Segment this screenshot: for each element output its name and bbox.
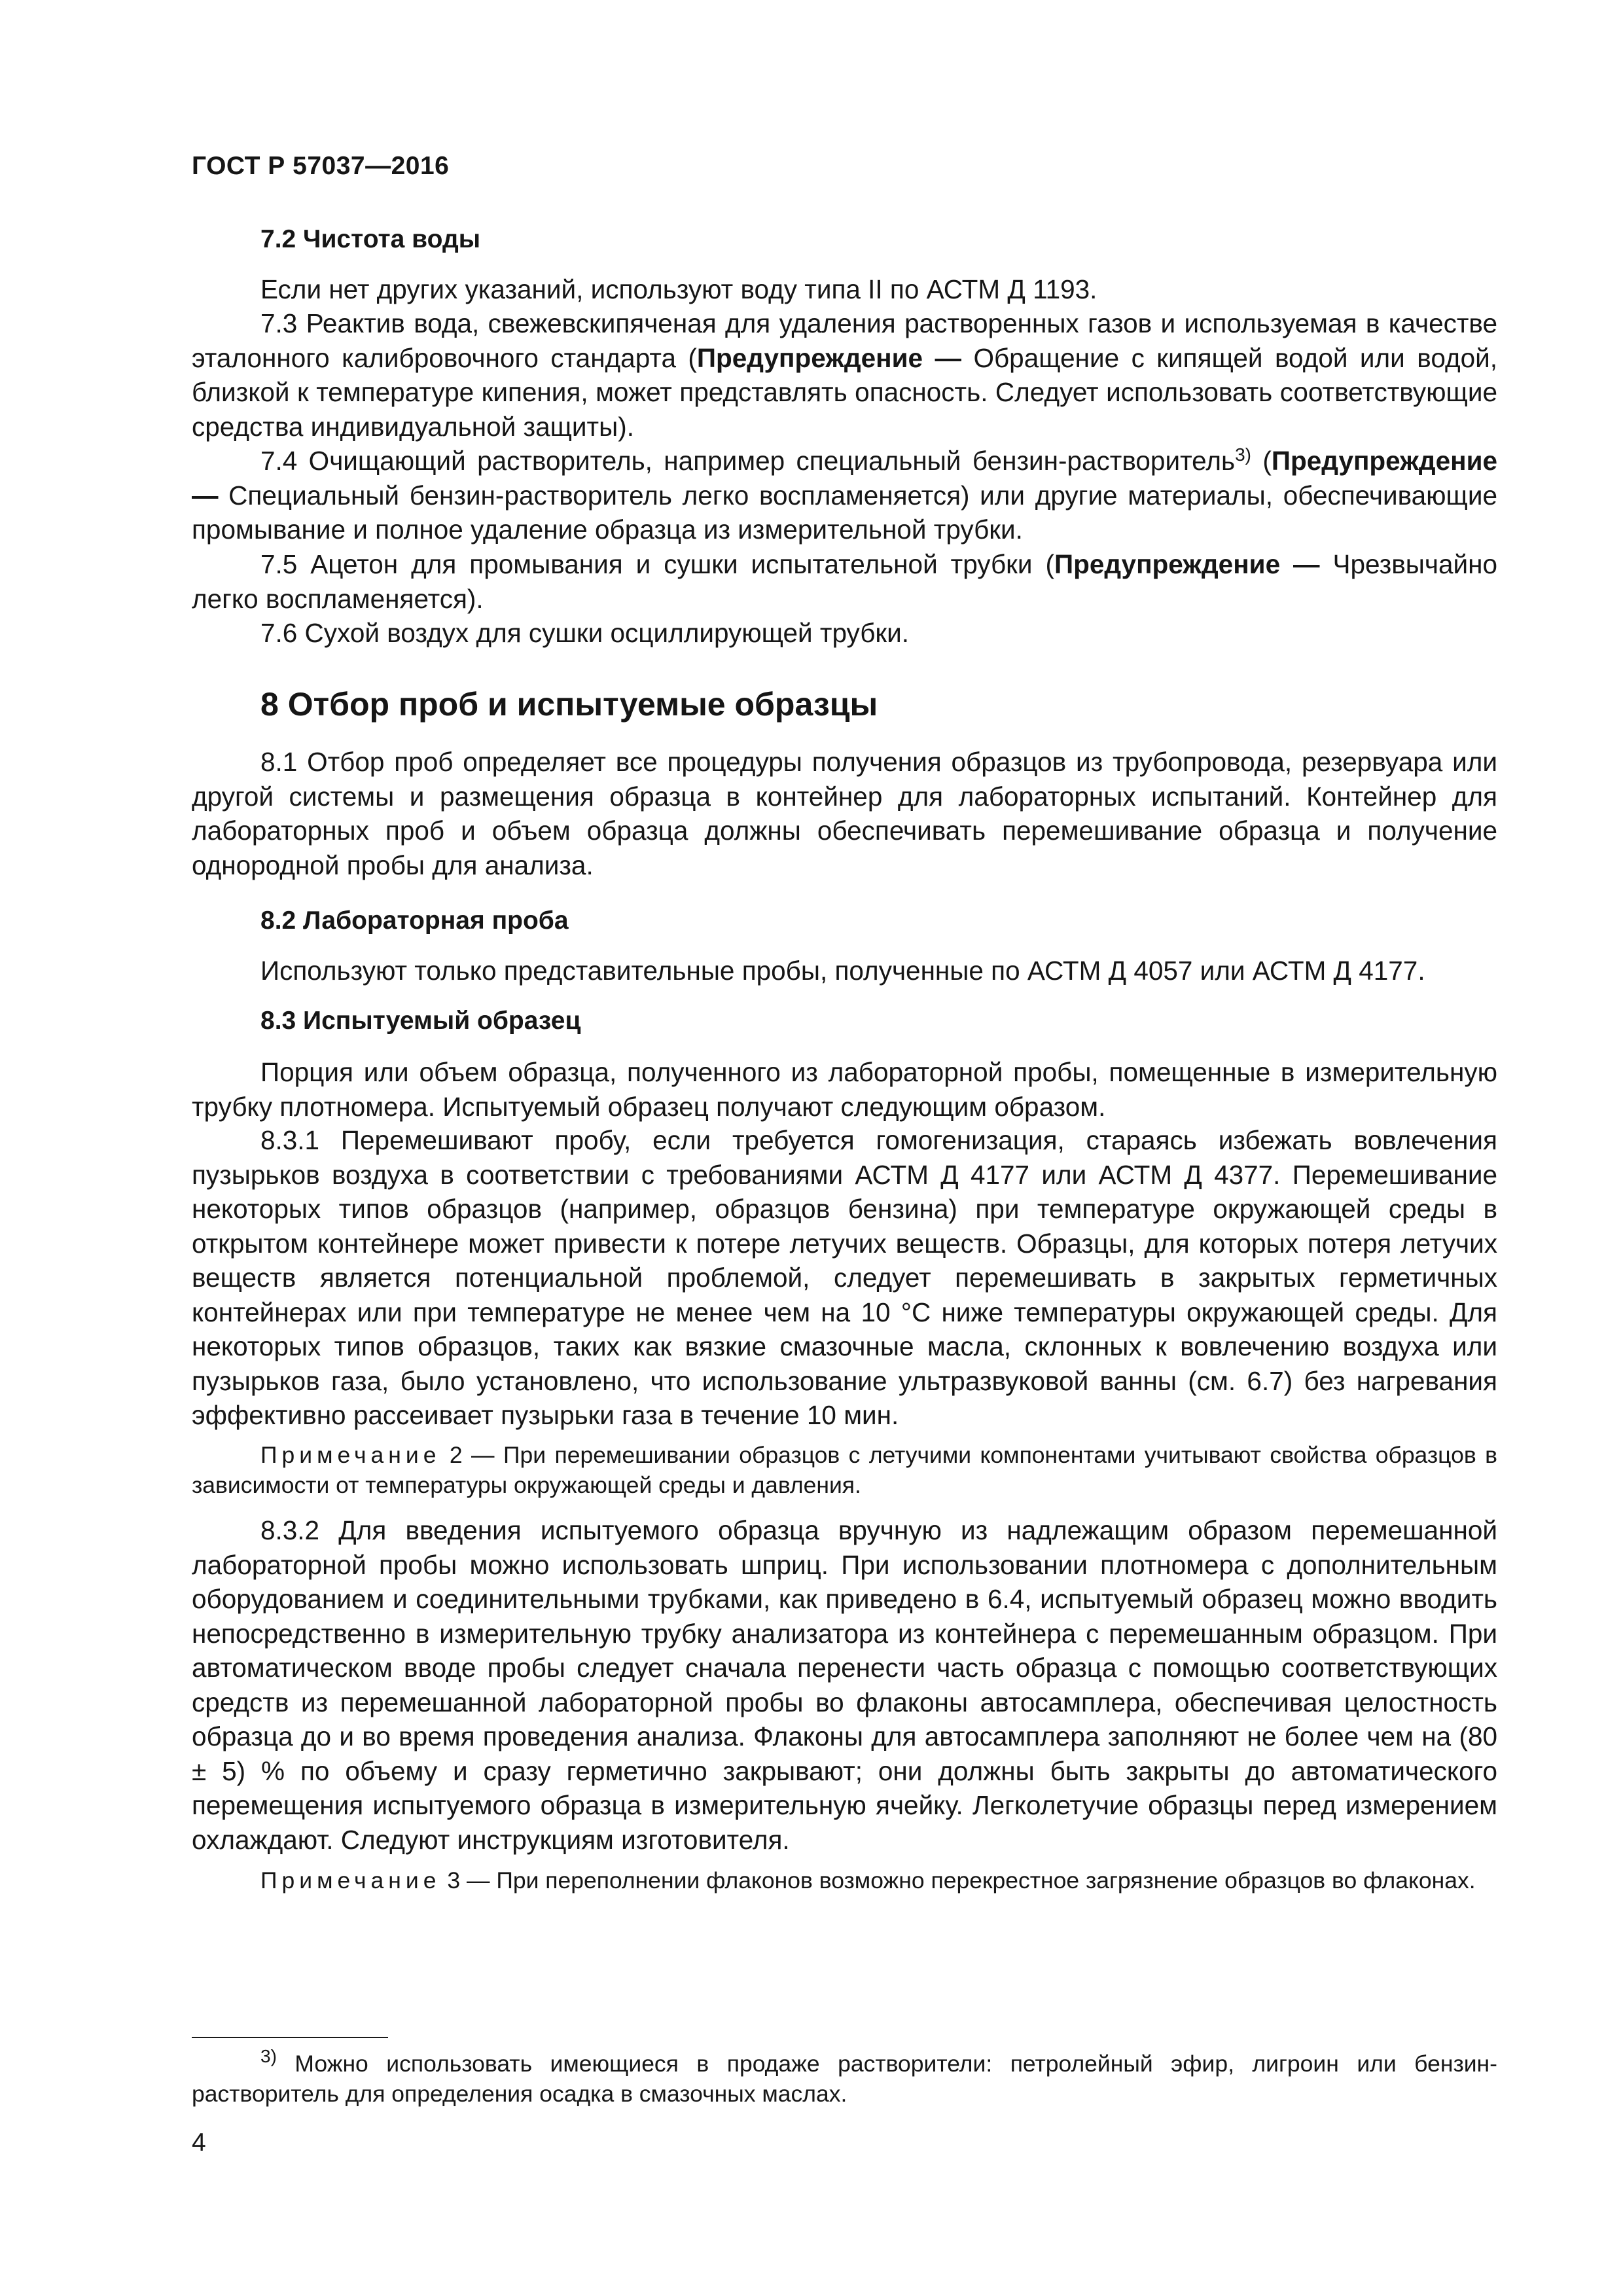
page-number: 4 bbox=[192, 2128, 206, 2157]
section-7-2-heading: 7.2 Чистота воды bbox=[260, 225, 481, 253]
section-7-4-paragraph bbox=[192, 444, 1497, 547]
section-8-1-text: 8.1 Отбор проб определяет все процедуры получения образцов из трубопровода, резервуара или другой системы и размещения образца в контейнер для лабораторных испытаний. Контейнер для лабораторных проб и объем образца должны обеспечивать перемешивание образца и получение однородной пробы для анализа. bbox=[192, 747, 1497, 880]
section-7-4-text-c: ( bbox=[1251, 446, 1272, 476]
section-7-2-text: Если нет других указаний, используют воду типа II по АСТМ Д 1193. bbox=[260, 274, 1097, 304]
note-3-text: 3 — При переполнении флаконов возможно перекрестное загрязнение образцов во флаконах. bbox=[440, 1867, 1476, 1893]
footnote-reference: 3) bbox=[1235, 444, 1251, 465]
section-7-5-paragraph bbox=[192, 547, 1497, 616]
section-8-3-heading: 8.3 Испытуемый образец bbox=[260, 1007, 581, 1035]
warning-label: Предупреждение — bbox=[1054, 549, 1320, 579]
warning-label: Предупреждение — bbox=[696, 342, 962, 373]
standard-designation: ГОСТ Р 57037—2016 bbox=[192, 152, 450, 180]
section-8-2-text: Используют только представительные пробы, полученные по АСТМ Д 4057 или АСТМ Д 4177. bbox=[260, 956, 1425, 986]
note-2 bbox=[192, 1440, 1497, 1500]
note-3-label: Примечание bbox=[260, 1867, 441, 1893]
section-8-3-2-text: 8.3.2 Для введения испытуемого образца вручную из надлежащим образом перемешанной лабораторной пробы можно использовать шприц. При использовании плотномера с дополнительным оборудованием и соединительными трубками, как приведено в 6.4, испытуемый образец можно вводить непосредственно в измерительную трубку анализатора из контейнера с перемешанным образцом. При автоматическом вводе пробы следует сначала перенести часть образца с помощью соответствующих средств из перемешанной лабораторной пробы во флаконы автосамплера, обеспечивая целостность образца до и во время проведения анализа. Флаконы для автосамплера заполняют не более чем на (80 ± 5) % по объему и сразу герметично закрывают; они должны быть закрыты до автоматического перемещения испытуемого образца в измерительную ячейку. Легколетучие образцы перед измерением охлаждают. Следуют инструкциям изготовителя. bbox=[192, 1515, 1497, 1855]
note-2-text: 2 — При перемешивании образцов с летучими компонентами учитывают свойства образцов в зависимости от температуры окружающей среды и давления. bbox=[192, 1442, 1497, 1498]
section-8-3-text: Порция или объем образца, полученного из лабораторной пробы, помещенные в измерительную трубку плотномера. Испытуемый образец получают следующим образом. bbox=[192, 1057, 1497, 1122]
section-7-3-text-b: Обращение с кипящей водой или водой, близкой к температуре кипения, может представлять опасность. Следует использовать соответствующие средства индивидуальной защиты). bbox=[192, 342, 1498, 442]
section-8-3-1-text: 8.3.1 Перемешивают пробу, если требуется гомогенизация, стараясь избежать вовлечения пузырьков воздуха в соответствии с требованиями АСТМ Д 4177 или АСТМ Д 4377. Перемешивание некоторых типов образцов (например, образцов бензина) при температуре окружающей среды в открытом контейнере может привести к потере летучих веществ. Образцы, для которых потеря летучих веществ является потенциальной проблемой, следует перемешивать в закрытых герметичных контейнерах или при температуре не менее чем на 10 °С ниже температуры окружающей среды. Для некоторых типов образцов, таких как вязкие смазочные масла, склонных к вовлечению воздуха или пузырьков газа, было установлено, что использование ультразвуковой ванны (см. 6.7) без нагревания эффективно рассеивает пузырьки газа в течение 10 мин. bbox=[192, 1125, 1497, 1430]
section-7-5-text-b: Чрезвычайно легко воспламеняется). bbox=[192, 549, 1497, 614]
footnote-text: Можно использовать имеющиеся в продаже растворители: петролейный эфир, лигроин или бензин-растворитель для определения осадка в смазочных маслах. bbox=[192, 2051, 1497, 2107]
footnote-separator bbox=[192, 2037, 388, 2038]
section-8-heading: 8 Отбор проб и испытуемые образцы bbox=[260, 686, 878, 723]
footnote bbox=[192, 2046, 1497, 2109]
warning-label: Предупреждение — bbox=[192, 446, 1497, 511]
section-7-6-text: 7.6 Сухой воздух для сушки осциллирующей трубки. bbox=[260, 618, 910, 648]
section-7-4-text-b: Специальный бензин-растворитель легко воспламеняется) или другие материалы, обеспечивающие промывание и полное удаление образца из измерительной трубки. bbox=[192, 480, 1497, 545]
note-2-label: Примечание bbox=[260, 1442, 441, 1468]
section-7-5-text-a: 7.5 Ацетон для промывания и сушки испытательной трубки ( bbox=[260, 549, 1054, 579]
section-7-4-text-a: 7.4 Очищающий растворитель, например специальный бензин-растворитель bbox=[260, 446, 1236, 476]
footnote-mark: 3) bbox=[260, 2046, 277, 2066]
section-8-2-heading: 8.2 Лабораторная проба bbox=[260, 906, 569, 935]
section-7-3-text-a: 7.3 Реактив вода, свежевскипяченая для удаления растворенных газов и используемая в качестве эталонного калибровочного стандарта ( bbox=[192, 308, 1497, 373]
section-7-3-paragraph bbox=[192, 306, 1497, 444]
note-3 bbox=[192, 1865, 1497, 1895]
